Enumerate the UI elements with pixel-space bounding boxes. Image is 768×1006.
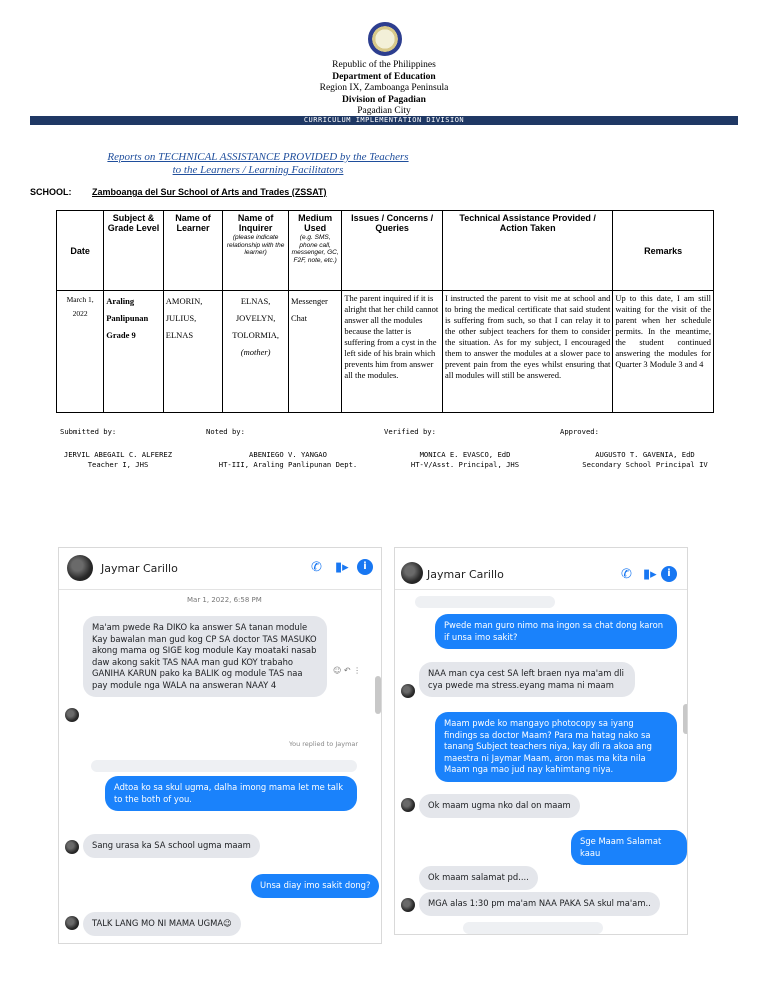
header-action: Technical Assistance Provided / Action Taken <box>442 211 612 291</box>
header-inquirer <box>223 211 289 291</box>
incoming-message-1[interactable]: NAA man cya cest SA left braen nya ma'am dli cya pwede ma stress.eyang mama ni maam <box>419 662 635 697</box>
contact-avatar-small <box>65 916 79 930</box>
signatory-noted <box>198 450 378 470</box>
incoming-message-2[interactable]: Sang urasa ka SA school ugma maam <box>83 834 260 858</box>
approved-label: Approved: <box>560 427 599 436</box>
technical-assistance-table <box>56 210 714 413</box>
scrollbar[interactable] <box>683 704 688 734</box>
header-inquirer-label: Name of Inquirer <box>237 213 274 233</box>
contact-avatar-small <box>401 798 415 812</box>
letterhead-department: Department of Education <box>332 71 436 82</box>
quoted-message-preview <box>91 760 357 772</box>
scrollbar[interactable] <box>375 676 381 714</box>
letterhead-division: Division of Pagadian <box>342 94 426 105</box>
report-title <box>78 151 438 177</box>
school-value: Zamboanga del Sur School of Arts and Trades (ZSSAT) <box>92 187 327 197</box>
table-row <box>57 291 714 413</box>
message-timestamp: Mar 1, 2022, 6:58 PM <box>187 596 262 604</box>
submitted-title: Teacher I, JHS <box>87 460 149 469</box>
row-inquirer-4 <box>225 344 286 361</box>
outgoing-message-2[interactable]: Maam pwde ko mangayo photocopy sa iyang findings sa doctor Maam? Para ma hatag nako sa tanang Subject teachers niya, kay dli ra akoa ang maestra ni Jaymar Maam, aron mas ma kita nila Maam nga mao jud nay kahimtang niya. <box>435 712 677 782</box>
video-icon[interactable]: ▮▸ <box>335 560 349 575</box>
video-icon[interactable]: ▮▸ <box>643 567 657 582</box>
contact-avatar[interactable] <box>67 555 93 581</box>
header-learner: Name of Learner <box>163 211 223 291</box>
cell-medium <box>288 291 341 413</box>
contact-avatar-small <box>65 708 79 722</box>
header-subject: Subject & Grade Level <box>104 211 164 291</box>
react-icon[interactable]: ☺ ↶ ⋮ <box>333 666 362 675</box>
letterhead-republic: Republic of the Philippines <box>332 60 436 70</box>
verified-title: HT-V/Asst. Principal, JHS <box>410 460 520 469</box>
phone-icon[interactable]: ✆ <box>311 560 322 575</box>
submitted-name: JERVIL ABEGAIL C. ALFEREZ <box>63 450 173 459</box>
contact-avatar-small <box>65 840 79 854</box>
approved-title: Secondary School Principal IV <box>582 460 708 469</box>
noted-label: Noted by: <box>206 427 245 436</box>
letterhead-city: Pagadian City <box>357 106 411 116</box>
row-inquirer-3: TOLORMIA, <box>232 330 280 340</box>
deped-seal <box>368 22 402 56</box>
letterhead <box>0 60 768 118</box>
row-subject-2: Panlipunan <box>106 313 149 323</box>
verified-label: Verified by: <box>384 427 436 436</box>
row-date: March 1, 2022 <box>66 295 94 318</box>
row-inquirer-relationship: (mother) <box>240 347 271 357</box>
cell-action: I instructed the parent to visit me at school and to bring the medical certificate that said student is suffering from such, so that I can relay it to the other subject teachers for them to consider the situation. As for my subject, I encouraged them to answer the modules at a slower pace to prevent pain from the eyes whilst ensuring that all modules will still be answered. <box>442 291 612 413</box>
next-message-preview <box>463 922 603 934</box>
table-header-row <box>57 211 714 291</box>
header-medium-label: Medium Used <box>298 213 333 233</box>
header-medium-note: (e.g. SMS, phone call, messenger, GC, F2F, note, etc.) <box>291 234 339 264</box>
contact-avatar[interactable] <box>401 562 423 584</box>
row-inquirer-2: JOVELYN, <box>235 313 276 323</box>
contact-avatar-small <box>401 898 415 912</box>
cell-subject <box>104 291 164 413</box>
header-remarks: Remarks <box>613 211 714 291</box>
contact-avatar-small <box>401 684 415 698</box>
chat-header <box>59 548 381 590</box>
incoming-message-3[interactable]: Ok maam salamat pd.... <box>419 866 538 890</box>
row-inquirer-1: ELNAS, <box>240 296 271 306</box>
school-line <box>30 187 327 197</box>
previous-message-preview <box>415 596 555 608</box>
info-icon[interactable]: i <box>661 566 677 582</box>
submitted-label: Submitted by: <box>60 427 117 436</box>
outgoing-message-1[interactable]: Adtoa ko sa skul ugma, dalha imong mama let me talk to the both of you. <box>105 776 357 811</box>
incoming-message-3[interactable]: TALK LANG MO NI MAMA UGMA😉 <box>83 912 241 936</box>
noted-title: HT-III, Araling Panlipunan Dept. <box>218 460 358 469</box>
letterhead-region: Region IX, Zamboanga Peninsula <box>319 83 449 93</box>
incoming-message-4[interactable]: MGA alas 1:30 pm ma'am NAA PAKA SA skul ma'am.. <box>419 892 660 916</box>
header-date: Date <box>57 211 104 291</box>
cell-issues: The parent inquired if it is alright that her child cannot answer all the modules because the latter is suffering from a cyst in the left side of his brain which prevents him from answer all the modules. <box>342 291 443 413</box>
row-medium: Messenger Chat <box>290 296 328 323</box>
incoming-message-1[interactable]: Ma'am pwede Ra DIKO ka answer SA tanan module Kay bawalan man gud kog CP SA doctor TAS MASUKO akong mama og SIGE kog module Kay moataki nasab daw akong sakit TAS NAA man gud KOY trabaho GANIHA KARUN pako ka BALIK og module TAS naa pay module nga WALA na answeran NAAY 4 <box>83 616 327 697</box>
signatory-verified <box>380 450 550 470</box>
division-bar: CURRICULUM IMPLEMENTATION DIVISION <box>30 116 738 125</box>
row-subject-1: Araling <box>106 296 135 306</box>
outgoing-message-1[interactable]: Pwede man guro nimo ma ingon sa chat dong karon if unsa imo sakit? <box>435 614 677 649</box>
cell-date <box>57 291 104 413</box>
row-subject-3: Grade 9 <box>106 330 136 340</box>
approved-name: AUGUSTO T. GAVENIA, EdD <box>595 450 695 459</box>
report-title-line-2: to the Learners / Learning Facilitators <box>172 164 344 176</box>
cell-inquirer <box>223 291 289 413</box>
chat-header <box>395 548 687 590</box>
contact-name[interactable]: Jaymar Carillo <box>101 562 178 575</box>
chat-screenshot-right <box>394 547 688 935</box>
incoming-message-2[interactable]: Ok maam ugma nko dal on maam <box>419 794 580 818</box>
signatory-approved <box>560 450 730 470</box>
row-learner-3: ELNAS <box>165 330 194 340</box>
verified-name: MONICA E. EVASCO, EdD <box>419 450 511 459</box>
noted-name: ABENIEGO V. YANGAO <box>249 450 327 459</box>
contact-name[interactable]: Jaymar Carillo <box>427 568 504 581</box>
school-label: SCHOOL: <box>30 187 72 197</box>
info-icon[interactable]: i <box>357 559 373 575</box>
row-learner-2: JULIUS, <box>165 313 197 323</box>
phone-icon[interactable]: ✆ <box>621 567 632 582</box>
header-medium <box>288 211 341 291</box>
report-title-line-1: Reports on TECHNICAL ASSISTANCE PROVIDED by the Teachers <box>107 151 409 163</box>
chat-screenshot-left <box>58 547 382 944</box>
header-inquirer-note: (please indicate relationship with the learner) <box>226 234 285 256</box>
cell-learner <box>163 291 223 413</box>
replied-note: You replied to Jaymar <box>289 740 359 748</box>
signatory-submitted <box>38 450 198 470</box>
row-learner-1: AMORIN, <box>165 296 203 306</box>
outgoing-message-3[interactable]: Sge Maam Salamat kaau <box>571 830 687 865</box>
outgoing-message-2[interactable]: Unsa diay imo sakit dong? <box>251 874 379 898</box>
cell-remarks: Up to this date, I am still waiting for the visit of the parent when her schedule permits. In the meantime, the student continued answering the modules for Quarter 3 Module 3 and 4 <box>613 291 714 413</box>
header-issues: Issues / Concerns / Queries <box>342 211 443 291</box>
